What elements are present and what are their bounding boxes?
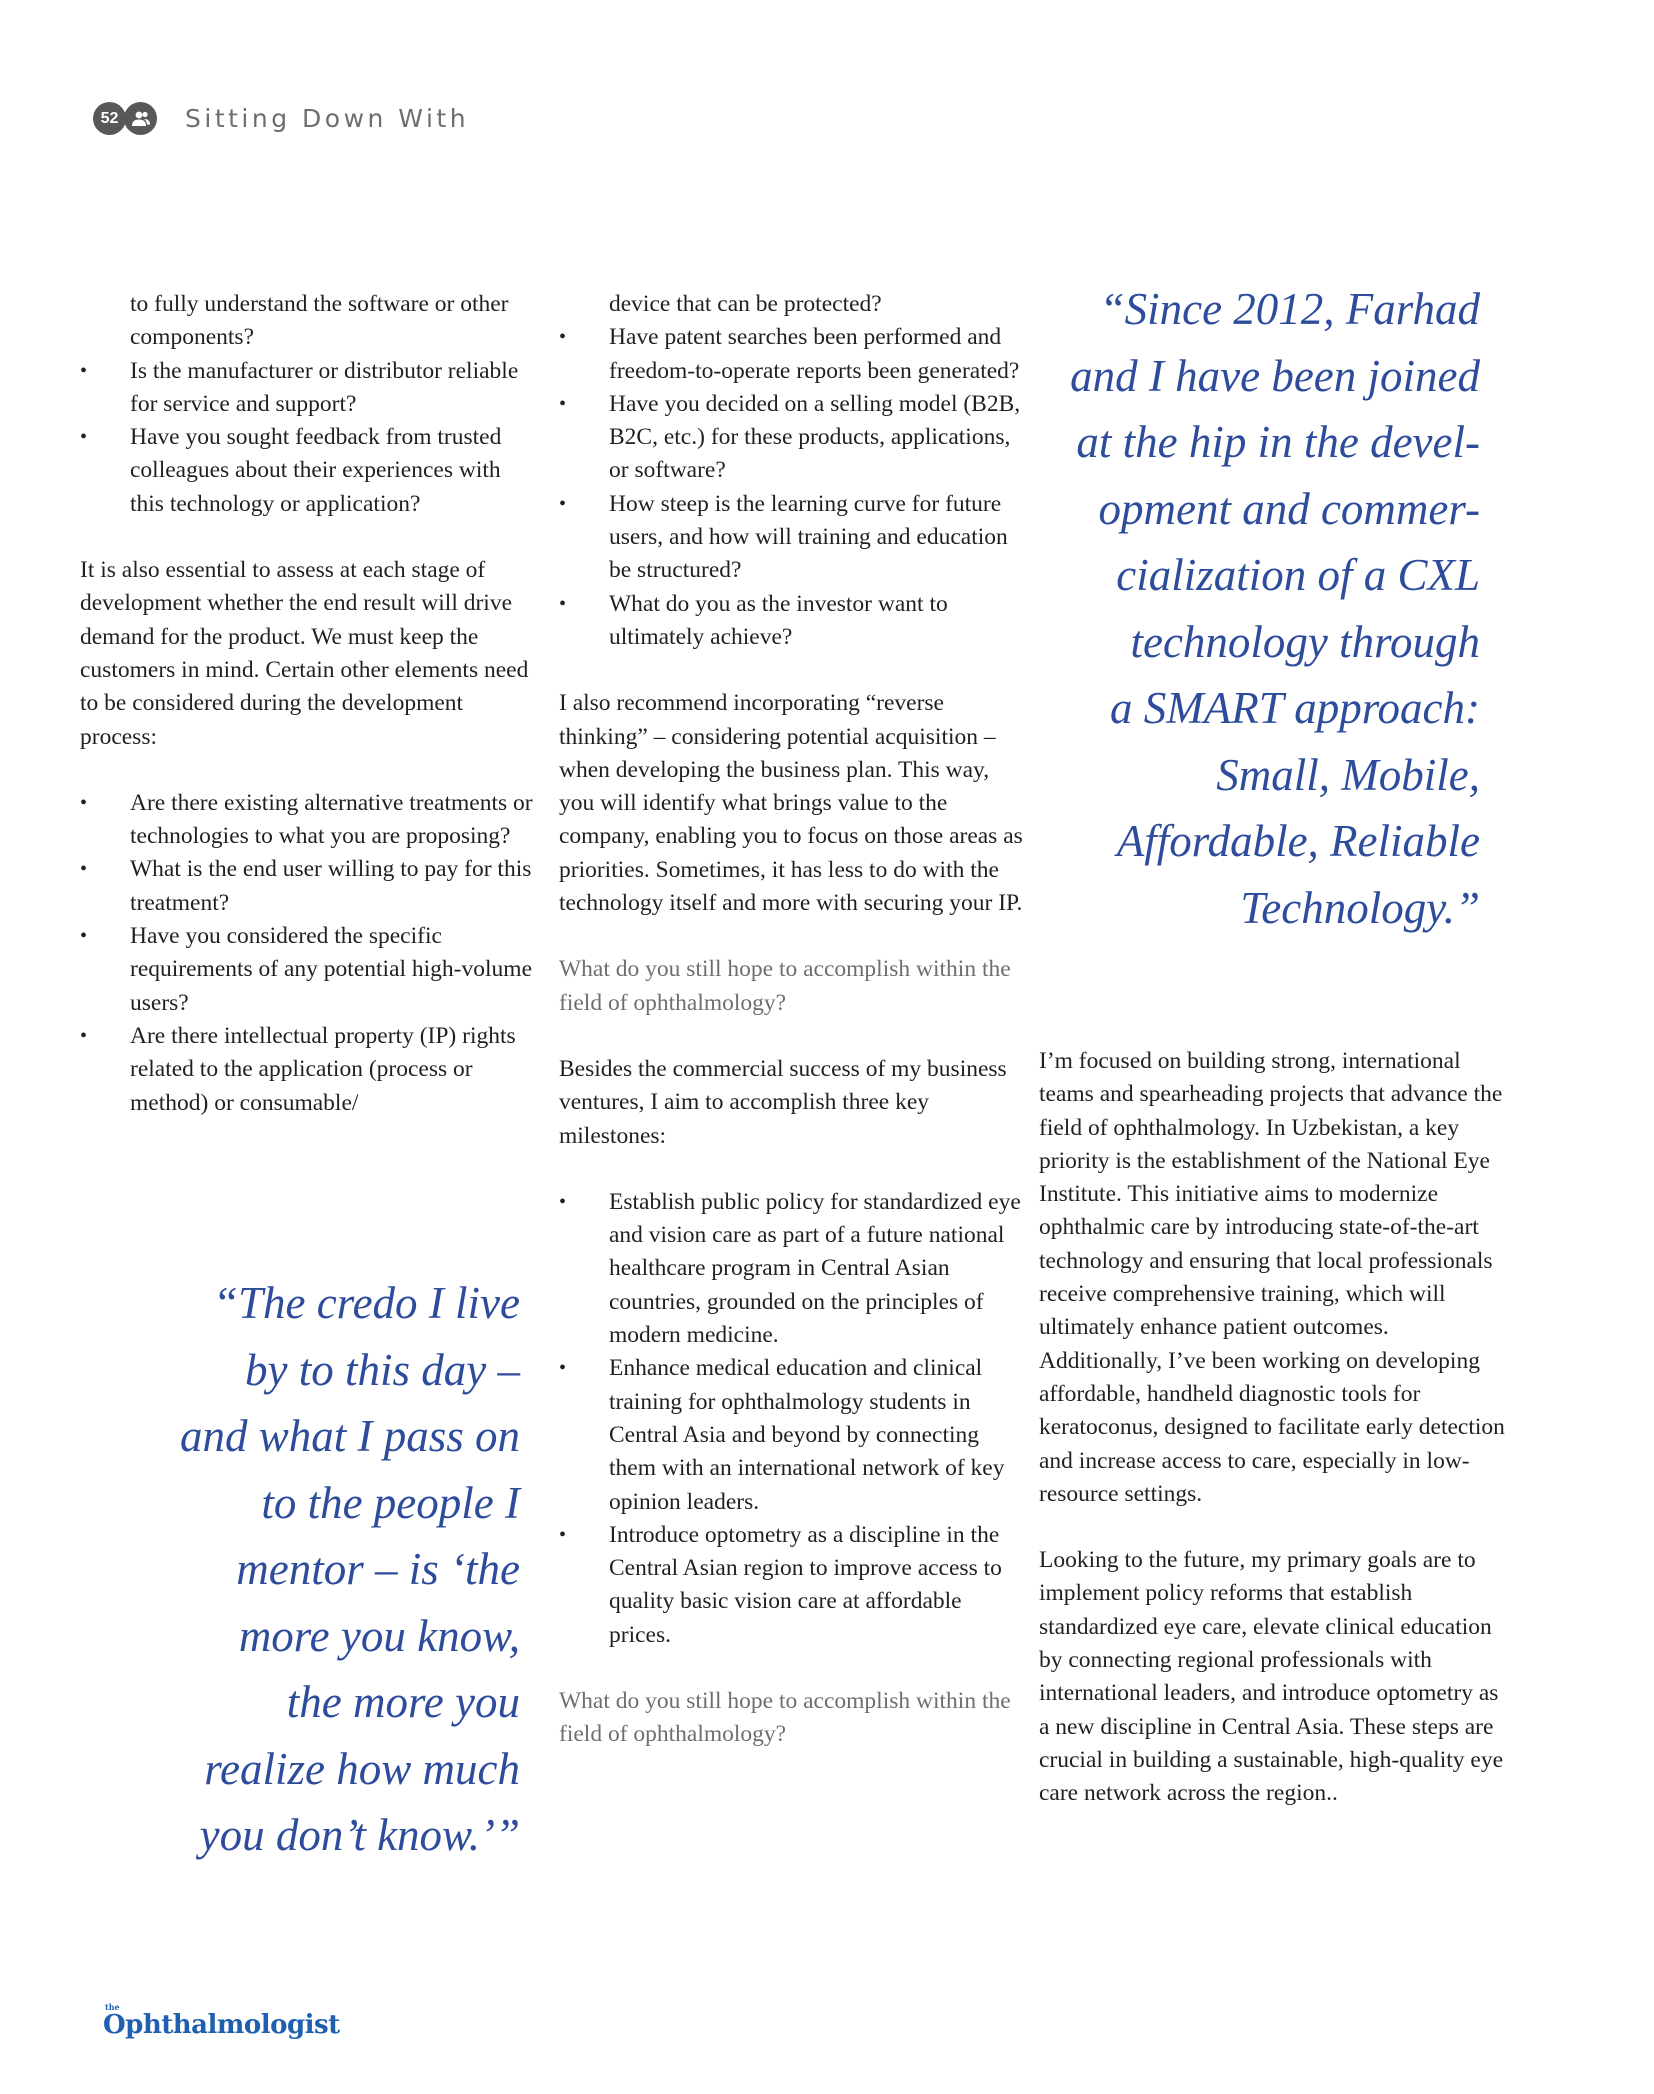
list-item: • Enhance medical education and clinical training for ophthalmology students in Central Asia and beyond by connecting them with an international network of key opinion leaders. [559, 1352, 1024, 1518]
list-item: • How steep is the learning curve for future users, and how will training and education be structured? [559, 488, 1024, 588]
quote-line: technology through [1130, 616, 1480, 667]
quote-line: you don’t know.’” [199, 1810, 520, 1860]
quote-line: cialization of a CXL [1116, 550, 1480, 600]
quote-line: Technology.” [1240, 882, 1480, 933]
bullet-list-checklist [80, 288, 540, 521]
body-paragraph: I’m focused on building strong, international teams and spearheading projects that advance the field of ophthalmology. In Uzbekistan, a key priority is the establishment of the National Eye Institute. This initiative aims to modernize ophthalmic care by introducing state-of-the-art technology and ensuring that local professionals receive comprehensive training, which will ultimately enhance patient outcomes. Additionally, I’ve been working on developing affordable, handheld diagnostic tools for keratoconus, designed to facilitate early detection and increase access to care, especially in low-resource settings. [1039, 1048, 1505, 1507]
quote-line: Affordable, Reliable [1116, 816, 1480, 866]
bullet-list-considerations [80, 787, 540, 1120]
list-item: • Are there intellectual property (IP) rights related to the application (process or method) or consumable/ [80, 1020, 540, 1120]
page-header [93, 102, 469, 135]
quote-line: realize how much [204, 1743, 520, 1794]
page-number-badge [93, 102, 126, 135]
list-item: • Is the manufacturer or distributor reliable for service and support? [80, 355, 540, 422]
quote-line: the more you [286, 1677, 520, 1727]
quote-line: opment and commer- [1098, 483, 1480, 534]
quote-line: “Since 2012, Farhad [1099, 284, 1480, 334]
bullet-list-milestones [559, 1186, 1024, 1652]
quote-line: mentor – is ‘the [236, 1544, 520, 1594]
publication-logo [103, 2003, 340, 2039]
list-item: • What is the end user willing to pay for this treatment? [80, 853, 540, 920]
list-item: • Introduce optometry as a discipline in the Central Asian region to improve access to quality basic vision care at affordable prices. [559, 1519, 1024, 1652]
quote-line: by to this day – [245, 1344, 520, 1395]
bullet-list-ip [559, 288, 1024, 654]
pull-quote-left [120, 1270, 520, 1869]
body-paragraph: Looking to the future, my primary goals are to implement policy reforms that establish standardized eye care, elevate clinical education by connecting regional professionals with international leaders, and introduce optometry as a new discipline in Central Asia. These steps are crucial in building a sustainable, high-quality eye care network across the region.. [1039, 1547, 1503, 1807]
list-item: • What do you as the investor want to ultimately achieve? [559, 588, 1024, 655]
list-item: • Have patent searches been performed and freedom-to-operate reports been generated? [559, 321, 1024, 388]
quote-line: a SMART approach: [1110, 683, 1480, 733]
quote-line: to the people I [261, 1477, 520, 1528]
pull-quote-right [1030, 276, 1480, 941]
list-item: • Have you decided on a selling model (B2B, B2C, etc.) for these products, applications, or software? [559, 388, 1024, 488]
interview-question: What do you still hope to accomplish within the field of ophthalmology? [559, 1687, 1011, 1748]
column-3 [1039, 1045, 1509, 1811]
body-paragraph: Besides the commercial success of my business ventures, I aim to accomplish three key milestones: [559, 1055, 1007, 1149]
quote-line: and what I pass on [179, 1411, 520, 1461]
body-paragraph: I also recommend incorporating “reverse thinking” – considering potential acquisition – when developing the business plan. This way, you will identify what brings value to the company, enabling you to focus on those areas as priorities. Sometimes, it has less to do with the technology itself and more with securing your IP. [559, 690, 1023, 917]
section-title: Sitting Down With [185, 104, 470, 133]
column-1 [80, 288, 540, 1120]
quote-line: “The credo I live [212, 1278, 520, 1328]
quote-line: and I have been joined [1070, 350, 1480, 401]
logo-article: the [105, 2002, 120, 2012]
logo-name: Ophthalmologist [103, 2010, 340, 2040]
list-item: • Establish public policy for standardized eye and vision care as part of a future national healthcare program in Central Asian countries, grounded on the principles of modern medicine. [559, 1186, 1024, 1352]
interview-question: What do you still hope to accomplish within the field of ophthalmology? [559, 956, 1011, 1016]
list-item: • Are there existing alternative treatments or technologies to what you are proposing? [80, 787, 540, 854]
quote-line: Small, Mobile, [1216, 749, 1480, 800]
list-item: • Have you considered the specific requirements of any potential high-volume users? [80, 920, 540, 1020]
list-item: device that can be protected? [609, 291, 882, 317]
list-item: • Have you sought feedback from trusted colleagues about their experiences with this technology or application? [80, 421, 540, 521]
quote-line: at the hip in the devel- [1076, 417, 1480, 467]
list-item: to fully understand the software or other components? [130, 291, 509, 351]
column-2 [559, 288, 1024, 1752]
body-paragraph: It is also essential to assess at each stage of development whether the end result will drive demand for the product. We must keep the customers in mind. Certain other elements need to be considered during the development process: [80, 557, 529, 750]
people-icon [124, 102, 157, 135]
page-number: 52 [100, 109, 119, 127]
quote-line: more you know, [238, 1610, 520, 1661]
